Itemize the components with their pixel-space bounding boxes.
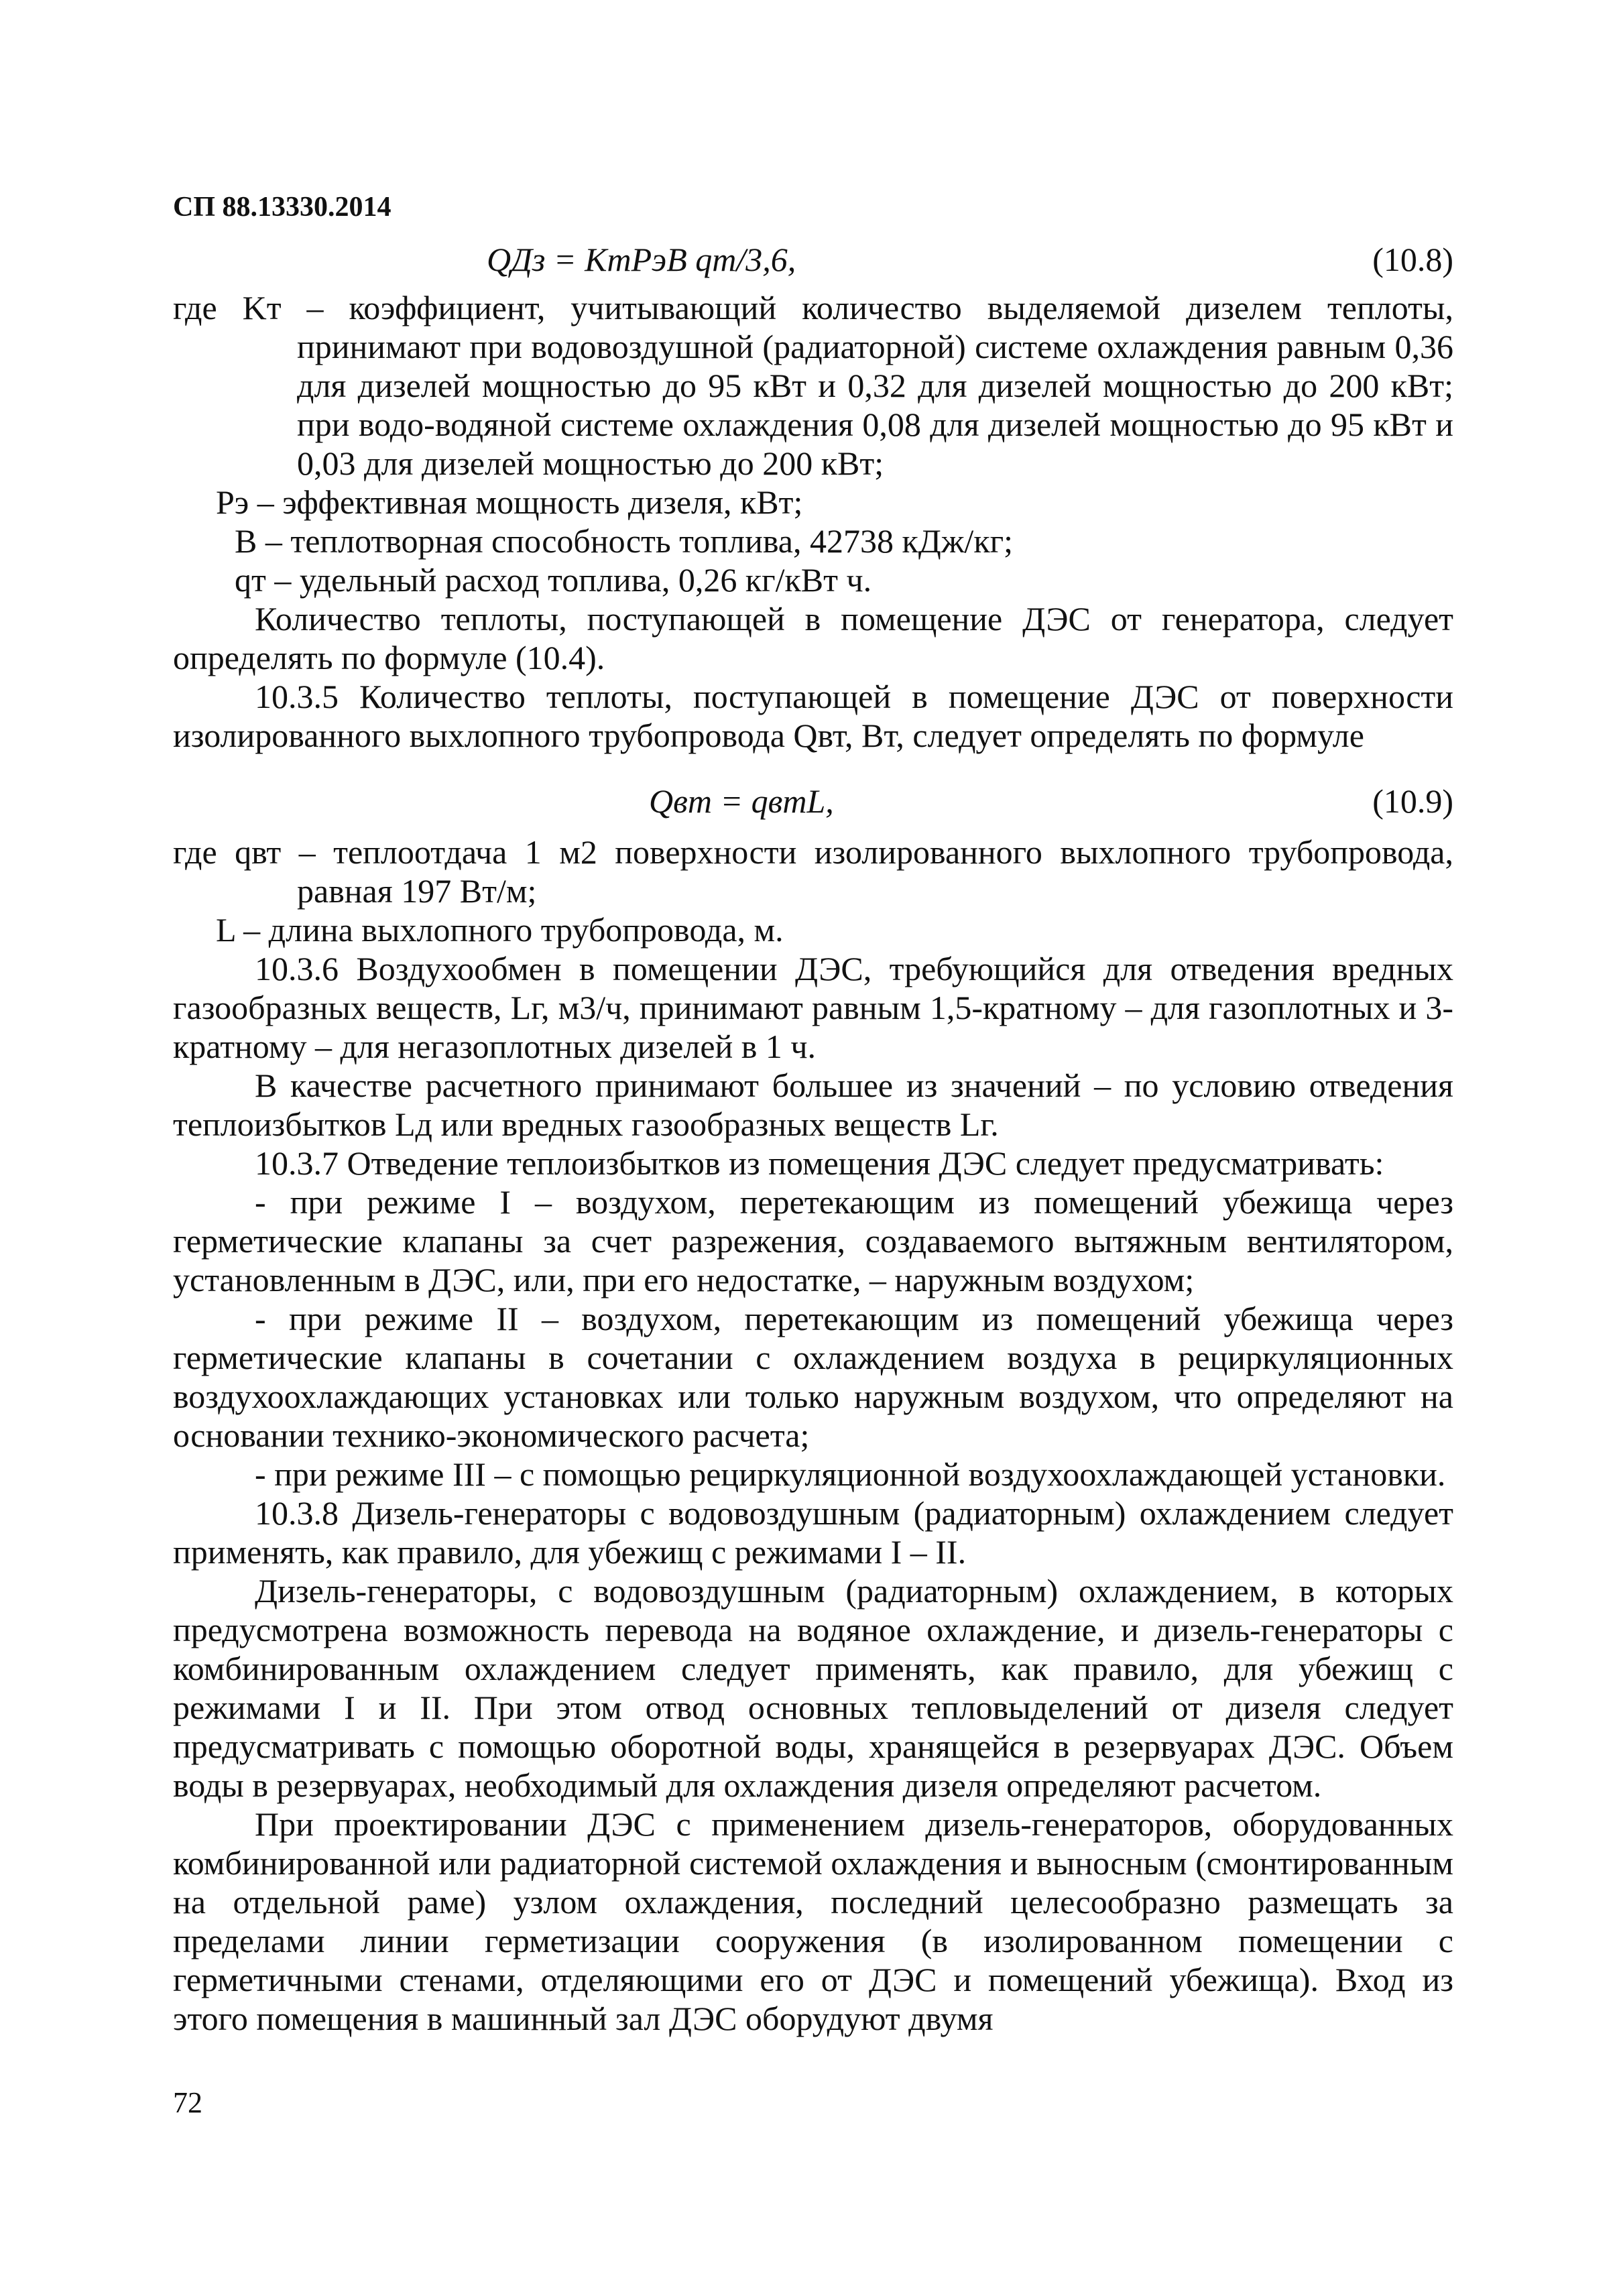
paragraph-mode-2: - при режиме II – воздухом, перетекающим из помещений убежища через герметические клапаны в сочетании с охлаждением воздуха в рециркуляционных воздухоохлаждающих установках или только наружным воздухом, что определяют на основании технико-экономического расчета;	[173, 1300, 1453, 1454]
definitions-10-8	[173, 288, 1453, 755]
paragraph-mode-1: - при режиме I – воздухом, перетекающим из помещений убежища через герметические клапаны за счет разрежения, создаваемого вытяжным вентилятором, установленным в ДЭС, или, при его недостатке, – наружным воздухом;	[173, 1183, 1453, 1298]
definition-kt: где Kт – коэффициент, учитывающий количество выделяемой дизелем теплоты, принимают при водовоздушной (радиаторной) системе охлаждения равным 0,36 для дизелей мощностью до 95 кВт и 0,32 для дизелей мощностью до 200 кВт; при водо-водяной системе охлаждения 0,08 для дизелей мощностью до 95 кВт и 0,03 для дизелей мощностью до 200 кВт;	[173, 289, 1453, 482]
paragraph-diesel: Дизель-генераторы, с водовоздушным (радиаторным) охлаждением, в которых предусмотрена возможность перевода на водяное охлаждение, и дизель-генераторы с комбинированным охлаждением следует применять, как правило, для убежищ с режимами I и II. При этом отвод основных тепловыделений от дизеля следует предусматривать с помощью оборотной воды, хранящейся в резервуарах ДЭС. Объем воды в резервуарах, необходимый для охлаждения дизеля определяют расчетом.	[173, 1572, 1453, 1804]
paragraph-generator: Количество теплоты, поступающей в помещение ДЭС от генератора, следует определять по формуле (10.4).	[173, 600, 1453, 676]
formula-10-9	[173, 782, 1453, 823]
definition-b: B – теплотворная способность топлива, 42738 кДж/кг;	[235, 522, 1014, 560]
paragraph-10-3-8: 10.3.8 Дизель-генераторы с водовоздушным (радиаторным) охлаждением следует применять, как правило, для убежищ с режимами I – II.	[173, 1494, 1453, 1571]
paragraph-10-3-7: 10.3.7 Отведение теплоизбытков из помещения ДЭС следует предусматривать:	[255, 1144, 1384, 1182]
paragraph-10-3-5: 10.3.5 Количество теплоты, поступающей в помещение ДЭС от поверхности изолированного выхлопного трубопровода Qвт, Вт, следует определять по формуле	[173, 678, 1453, 754]
definition-pe: Pэ – эффективная мощность дизеля, кВт;	[216, 483, 803, 521]
formula-number: (10.9)	[1372, 782, 1453, 820]
paragraph-design: При проектировании ДЭС с применением дизель-генераторов, оборудованных комбинированной или радиаторной системой охлаждения и выносным (смонтированным на отдельной раме) узлом охлаждения, последний целесообразно размещать за пределами линии герметизации сооружения (в изолированном помещении с герметичными стенами, отделяющими его от ДЭС и помещений убежища). Вход из этого помещения в машинный зал ДЭС оборудуют двумя	[173, 1805, 1453, 2037]
definition-l: L – длина выхлопного трубопровода, м.	[216, 911, 784, 949]
document-code: СП 88.13330.2014	[173, 192, 392, 223]
paragraph-mode-3: - при режиме III – с помощью рециркуляционной воздухоохлаждающей установки.	[255, 1455, 1446, 1493]
main-text	[173, 833, 1453, 2038]
formula-expression: Qвт = qвтL,	[649, 782, 834, 820]
paragraph-10-3-6: 10.3.6 Воздухообмен в помещении ДЭС, требующийся для отведения вредных газообразных веществ, Lг, м3/ч, принимают равным 1,5-кратному – для газоплотных и 3-кратному – для негазоплотных дизелей в 1 ч.	[173, 950, 1453, 1065]
page-number: 72	[173, 2086, 202, 2119]
formula-10-8	[173, 240, 1453, 282]
definition-qt: qт – удельный расход топлива, 0,26 кг/кВт ч.	[235, 561, 872, 599]
definition-qvt: где qвт – теплоотдача 1 м2 поверхности изолированного выхлопного трубопровода, равная 197 Вт/м;	[173, 833, 1453, 910]
formula-expression: QДз = KтPэB qт/3,6,	[487, 241, 796, 278]
paragraph-calc: В качестве расчетного принимают большее из значений – по условию отведения теплоизбытков Lд или вредных газообразных веществ Lг.	[173, 1067, 1453, 1143]
formula-number: (10.8)	[1372, 241, 1453, 278]
